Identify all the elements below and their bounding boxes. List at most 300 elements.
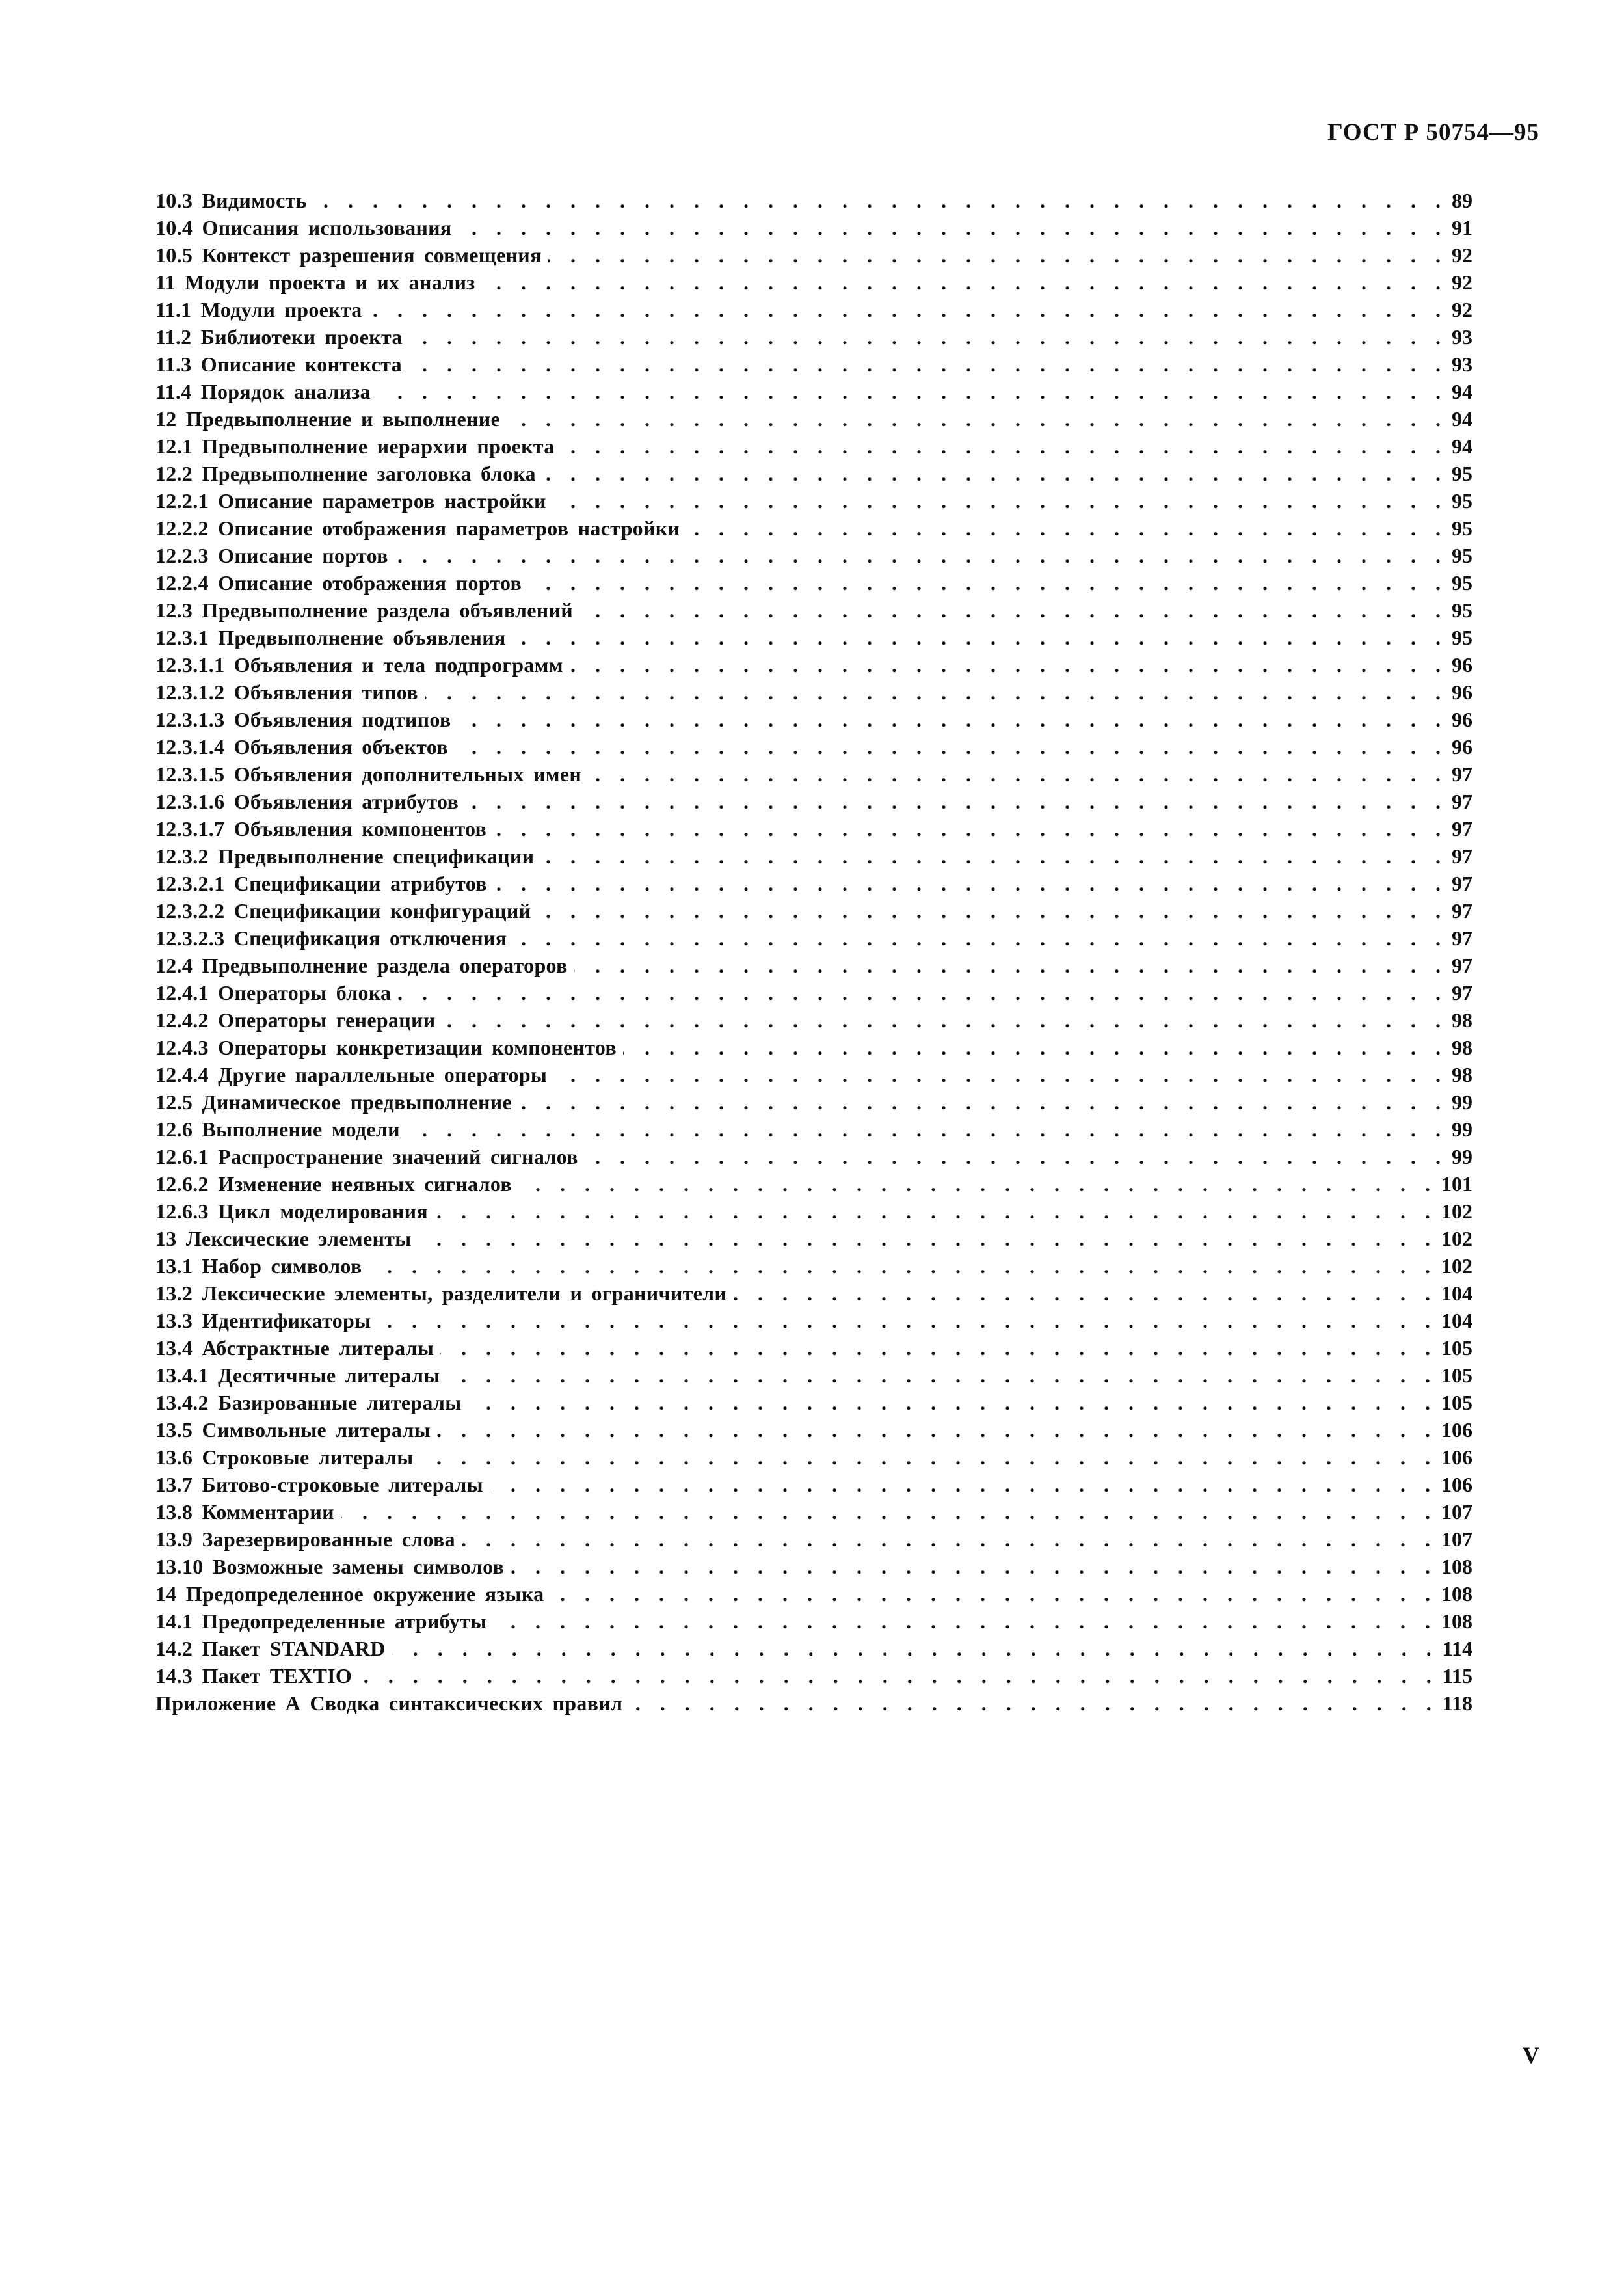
toc-entry-number: 12.3.1	[155, 626, 209, 649]
toc-entry-label	[155, 1527, 455, 1552]
toc-entry-label	[155, 1309, 371, 1333]
toc-dot-leader	[462, 1527, 1437, 1552]
toc-entry-number: 11.3	[155, 353, 192, 376]
toc-entry-title: Контекст разрешения совмещения	[202, 243, 542, 267]
toc-entry-title: Предвыполнение объявления	[218, 626, 506, 649]
toc-entry-label	[155, 571, 522, 595]
toc-entry-page: 105	[1441, 1391, 1472, 1414]
toc-entry-title: Десятичные литералы	[218, 1364, 440, 1387]
toc-entry-page: 97	[1452, 981, 1472, 1004]
toc-dot-leader	[553, 1063, 1448, 1087]
toc-entry-title: Описание контекста	[200, 353, 402, 376]
toc-entry-page: 92	[1452, 298, 1472, 321]
toc-dot-leader	[440, 1336, 1437, 1360]
toc-dot-leader	[561, 435, 1448, 459]
toc-entry-title: Объявления дополнительных имен	[233, 762, 582, 786]
toc-entry-page: 115	[1442, 1664, 1472, 1688]
toc-entry[interactable]	[155, 1691, 1472, 1719]
toc-entry-label	[155, 1200, 428, 1224]
toc-entry[interactable]	[155, 1418, 1472, 1446]
toc-entry-title: Объявления компонентов	[233, 817, 487, 840]
table-of-contents	[155, 189, 1472, 1719]
toc-dot-leader	[588, 762, 1448, 787]
toc-entry-page: 95	[1452, 489, 1472, 513]
toc-entry[interactable]	[155, 1582, 1472, 1609]
toc-entry[interactable]	[155, 1609, 1472, 1637]
toc-entry-number: 12.3.1.2	[155, 680, 225, 704]
toc-entry-label	[155, 380, 371, 404]
toc-entry-title: Предвыполнение раздела операторов	[202, 954, 568, 977]
toc-entry-number: 12.1	[155, 435, 193, 458]
toc-dot-leader	[585, 1145, 1448, 1169]
toc-entry-title: Модули проекта	[200, 298, 362, 321]
toc-entry[interactable]	[155, 1008, 1472, 1036]
toc-dot-leader	[408, 353, 1448, 377]
toc-entry-label	[155, 899, 531, 923]
toc-entry[interactable]	[155, 1527, 1472, 1555]
toc-entry-number: 12.4.1	[155, 981, 209, 1004]
toc-entry-page: 108	[1441, 1582, 1472, 1606]
toc-entry-title: Изменение неявных сигналов	[218, 1172, 512, 1196]
toc-entry-number: 14.3	[155, 1664, 193, 1688]
toc-entry-title: Набор символов	[202, 1254, 362, 1278]
toc-entry-number: 12.3.2.1	[155, 872, 225, 895]
toc-entry-label	[155, 598, 573, 623]
toc-entry-number: 12.3.1.1	[155, 653, 225, 677]
toc-entry[interactable]	[155, 1664, 1472, 1691]
toc-entry-label	[155, 680, 418, 705]
toc-entry-label	[155, 243, 542, 267]
toc-entry-page: 95	[1452, 517, 1472, 540]
toc-entry-label	[155, 1036, 617, 1060]
toc-entry[interactable]	[155, 1063, 1472, 1090]
toc-entry-label	[155, 435, 555, 459]
toc-entry-page: 97	[1452, 954, 1472, 977]
toc-dot-leader	[377, 1309, 1437, 1333]
toc-dot-leader	[425, 680, 1448, 705]
toc-entry-number: 13.9	[155, 1527, 193, 1551]
toc-entry-label	[155, 1282, 726, 1306]
toc-entry-label	[155, 1418, 431, 1442]
toc-entry-title: Символьные литералы	[202, 1418, 431, 1442]
toc-entry-page: 97	[1452, 899, 1472, 922]
toc-entry-page: 107	[1441, 1527, 1472, 1551]
toc-dot-leader	[512, 626, 1448, 650]
toc-entry-title: Другие параллельные операторы	[218, 1063, 548, 1086]
toc-entry-label	[155, 1336, 434, 1360]
toc-entry-title: Пакет TEXTIO	[202, 1664, 353, 1688]
toc-entry-page: 97	[1452, 844, 1472, 868]
toc-entry-label	[155, 271, 475, 295]
toc-entry[interactable]	[155, 325, 1472, 353]
toc-dot-leader	[358, 1664, 1439, 1688]
toc-dot-leader	[507, 407, 1448, 431]
toc-dot-leader	[409, 325, 1448, 349]
toc-dot-leader	[686, 517, 1448, 541]
toc-dot-leader	[493, 1609, 1437, 1634]
toc-entry-title: Объявления объектов	[233, 735, 448, 759]
toc-entry-page: 106	[1441, 1418, 1472, 1442]
toc-entry-number: 12.2.1	[155, 489, 209, 513]
toc-entry-page: 97	[1452, 817, 1472, 840]
toc-entry-page: 93	[1452, 325, 1472, 349]
toc-entry-title: Комментарии	[202, 1500, 334, 1524]
toc-entry-page: 93	[1452, 353, 1472, 376]
toc-entry[interactable]	[155, 1391, 1472, 1418]
toc-entry-title: Предвыполнение раздела объявлений	[202, 598, 573, 622]
toc-entry-title: Операторы блока	[218, 981, 392, 1004]
toc-entry[interactable]	[155, 407, 1472, 435]
toc-entry[interactable]	[155, 1145, 1472, 1172]
toc-entry-number: 13.5	[155, 1418, 193, 1442]
toc-entry[interactable]	[155, 680, 1472, 708]
toc-entry-label	[155, 872, 487, 896]
toc-entry[interactable]	[155, 981, 1472, 1008]
toc-dot-leader	[511, 1555, 1437, 1579]
toc-entry-number: 12	[155, 407, 177, 431]
toc-entry-page: 106	[1441, 1473, 1472, 1496]
toc-entry-label	[155, 1118, 400, 1142]
toc-dot-leader	[570, 653, 1448, 677]
toc-entry[interactable]	[155, 271, 1472, 298]
toc-entry[interactable]	[155, 1282, 1472, 1309]
toc-entry-label	[155, 489, 546, 513]
toc-entry-number: 12.6.1	[155, 1145, 209, 1168]
toc-entry-page: 89	[1452, 189, 1472, 212]
toc-entry-label	[155, 1008, 435, 1032]
toc-entry-page: 98	[1452, 1008, 1472, 1032]
toc-entry[interactable]	[155, 1118, 1472, 1145]
toc-entry-label	[155, 926, 507, 950]
toc-entry-page: 97	[1452, 872, 1472, 895]
toc-entry-page: 99	[1452, 1118, 1472, 1141]
toc-entry-title: Предвыполнение иерархии проекта	[202, 435, 555, 458]
toc-entry-label	[155, 790, 459, 814]
toc-entry[interactable]	[155, 462, 1472, 489]
toc-entry-number: 12.6.3	[155, 1200, 209, 1223]
toc-entry[interactable]	[155, 926, 1472, 954]
toc-dot-leader	[369, 298, 1448, 322]
toc-dot-leader	[442, 1008, 1448, 1032]
toc-entry-page: 104	[1441, 1309, 1472, 1332]
toc-entry[interactable]	[155, 1090, 1472, 1118]
toc-entry-number: 12.2.4	[155, 571, 209, 595]
toc-entry-title: Объявления типов	[233, 680, 418, 704]
toc-entry-title: Идентификаторы	[202, 1309, 371, 1332]
document-header-code: ГОСТ Р 50754—95	[1327, 119, 1539, 146]
toc-entry-number: 14.2	[155, 1637, 193, 1660]
toc-entry[interactable]	[155, 489, 1472, 517]
toc-entry-title: Видимость	[202, 189, 307, 212]
toc-entry-label	[155, 407, 500, 431]
toc-entry-label	[155, 1637, 386, 1661]
toc-entry-title: Спецификации атрибутов	[233, 872, 487, 895]
toc-entry-label	[155, 954, 568, 978]
toc-entry[interactable]	[155, 1227, 1472, 1254]
toc-entry[interactable]	[155, 1473, 1472, 1500]
toc-entry-page: 108	[1441, 1555, 1472, 1578]
toc-entry-page: 95	[1452, 571, 1472, 595]
toc-dot-leader	[579, 598, 1448, 623]
toc-entry-page: 96	[1452, 653, 1472, 677]
toc-entry-number: 10.3	[155, 189, 193, 212]
toc-entry[interactable]	[155, 1172, 1472, 1200]
toc-entry-title: Объявления подтипов	[233, 708, 451, 731]
toc-entry-page: 105	[1441, 1336, 1472, 1360]
toc-entry-title: Спецификации конфигураций	[233, 899, 531, 922]
toc-entry-label	[155, 1090, 512, 1114]
toc-entry[interactable]	[155, 1637, 1472, 1664]
toc-dot-leader	[550, 1582, 1437, 1606]
toc-entry-page: 95	[1452, 598, 1472, 622]
toc-entry-label	[155, 981, 391, 1005]
toc-entry-label	[155, 298, 362, 322]
toc-entry[interactable]	[155, 1446, 1472, 1473]
toc-entry-title: Предопределенные атрибуты	[202, 1609, 487, 1633]
toc-dot-leader	[418, 1227, 1438, 1251]
toc-entry-title: Описание портов	[218, 544, 388, 567]
toc-entry-label	[155, 1446, 414, 1470]
toc-entry-page: 92	[1452, 243, 1472, 267]
toc-entry-number: 13.8	[155, 1500, 193, 1524]
toc-entry-page: 101	[1441, 1172, 1472, 1196]
toc-entry-title: Предопределенное окружение языка	[185, 1582, 544, 1606]
toc-entry-page: 98	[1452, 1036, 1472, 1059]
toc-dot-leader	[540, 844, 1448, 868]
toc-dot-leader	[494, 872, 1448, 896]
toc-entry-title: Лексические элементы, разделители и ограничители	[202, 1282, 727, 1305]
toc-dot-leader	[542, 462, 1448, 486]
toc-entry[interactable]	[155, 435, 1472, 462]
toc-dot-leader	[623, 1036, 1448, 1060]
toc-entry-page: 92	[1452, 271, 1472, 294]
toc-entry-page: 99	[1452, 1090, 1472, 1114]
toc-entry-label	[155, 1254, 362, 1278]
toc-entry-number: 13.6	[155, 1446, 193, 1469]
toc-entry-page: 95	[1452, 626, 1472, 649]
toc-entry-page: 94	[1452, 380, 1472, 403]
toc-entry-page: 95	[1452, 544, 1472, 567]
toc-entry-label	[155, 462, 536, 486]
toc-entry-title: Описание отображения портов	[218, 571, 522, 595]
toc-entry-number: 12.3.2.3	[155, 926, 225, 950]
toc-entry-title: Предвыполнение спецификации	[218, 844, 535, 868]
toc-entry[interactable]	[155, 1336, 1472, 1364]
toc-entry-number: 12.2	[155, 462, 193, 485]
toc-entry-number: 12.6.2	[155, 1172, 209, 1196]
toc-entry-title: Сводка синтаксических правил	[310, 1691, 623, 1715]
toc-entry-label	[155, 1691, 622, 1715]
toc-entry-number: 12.4	[155, 954, 193, 977]
toc-entry-title: Зарезервированные слова	[202, 1527, 455, 1551]
toc-dot-leader	[377, 380, 1448, 404]
toc-entry-number: 13.1	[155, 1254, 193, 1278]
toc-entry-title: Описание отображения параметров настройки	[218, 517, 680, 540]
toc-entry-number: 13.10	[155, 1555, 204, 1578]
toc-entry-label	[155, 817, 486, 841]
toc-entry[interactable]	[155, 1200, 1472, 1227]
toc-dot-leader	[518, 1090, 1448, 1114]
toc-entry-page: 118	[1442, 1691, 1472, 1715]
toc-entry-title: Распространение значений сигналов	[218, 1145, 578, 1168]
toc-entry[interactable]	[155, 653, 1472, 680]
toc-entry[interactable]	[155, 626, 1472, 653]
toc-entry-label	[155, 1364, 440, 1388]
toc-entry-number: 12.3.1.7	[155, 817, 225, 840]
toc-entry-page: 99	[1452, 1145, 1472, 1168]
toc-entry-number: 13.4.1	[155, 1364, 209, 1387]
toc-entry-page: 96	[1452, 735, 1472, 759]
toc-entry[interactable]	[155, 1254, 1472, 1282]
toc-entry-label	[155, 1582, 544, 1606]
toc-entry-number: 12.3.1.6	[155, 790, 225, 813]
toc-entry[interactable]	[155, 899, 1472, 926]
toc-entry-label	[155, 626, 506, 650]
toc-entry-title: Предвыполнение заголовка блока	[202, 462, 536, 485]
toc-entry-title: Операторы конкретизации компонентов	[218, 1036, 617, 1059]
toc-entry-label	[155, 544, 388, 568]
toc-entry-title: Цикл моделирования	[218, 1200, 428, 1223]
toc-dot-leader	[537, 899, 1448, 923]
toc-entry-label	[155, 1145, 578, 1169]
toc-entry-number: 11	[155, 271, 176, 294]
toc-dot-leader	[513, 926, 1448, 950]
toc-entry-label	[155, 517, 680, 541]
toc-entry-number: 11.1	[155, 298, 192, 321]
toc-entry-page: 107	[1441, 1500, 1472, 1524]
toc-dot-leader	[518, 1172, 1437, 1196]
toc-entry-page: 108	[1441, 1609, 1472, 1633]
toc-dot-leader	[481, 271, 1448, 295]
toc-entry-page: 102	[1441, 1200, 1472, 1223]
toc-entry-number: 11.4	[155, 380, 192, 403]
toc-entry-title: Абстрактные литералы	[202, 1336, 434, 1360]
toc-entry-title: Порядок анализа	[200, 380, 371, 403]
toc-dot-leader	[548, 243, 1448, 267]
toc-entry-number: 10.4	[155, 216, 193, 239]
toc-entry-title: Описания использования	[202, 216, 452, 239]
toc-entry-number: 13.7	[155, 1473, 193, 1496]
toc-entry-number: 13.4	[155, 1336, 193, 1360]
toc-entry[interactable]	[155, 298, 1472, 325]
toc-entry-title: Пакет STANDARD	[202, 1637, 386, 1660]
toc-dot-leader	[447, 1364, 1438, 1388]
toc-entry[interactable]	[155, 544, 1472, 571]
toc-entry[interactable]	[155, 571, 1472, 598]
toc-entry-title: Описание параметров настройки	[218, 489, 546, 513]
toc-entry[interactable]	[155, 954, 1472, 981]
toc-dot-leader	[420, 1446, 1437, 1470]
toc-entry-title: Базированные литералы	[218, 1391, 462, 1414]
toc-entry-number: 12.2.3	[155, 544, 209, 567]
toc-entry-number: 12.4.3	[155, 1036, 209, 1059]
toc-entry-label	[155, 1473, 483, 1497]
toc-entry[interactable]	[155, 1555, 1472, 1582]
toc-entry-label	[155, 216, 452, 240]
toc-entry-number: 12.3.1.3	[155, 708, 225, 731]
toc-entry[interactable]	[155, 708, 1472, 735]
toc-entry[interactable]	[155, 844, 1472, 872]
toc-entry-title: Лексические элементы	[185, 1227, 412, 1250]
toc-dot-leader	[455, 735, 1448, 759]
toc-entry[interactable]	[155, 790, 1472, 817]
toc-dot-leader	[406, 1118, 1448, 1142]
toc-entry-page: 97	[1452, 790, 1472, 813]
toc-entry-page: 97	[1452, 762, 1472, 786]
toc-entry-number: 12.3.1.4	[155, 735, 225, 759]
toc-entry[interactable]	[155, 1309, 1472, 1336]
toc-entry-number: 12.3.2.2	[155, 899, 225, 922]
toc-dot-leader	[341, 1500, 1437, 1524]
toc-entry[interactable]	[155, 353, 1472, 380]
toc-dot-leader	[395, 544, 1448, 568]
toc-entry-title: Битово-строковые литералы	[202, 1473, 483, 1496]
toc-entry-label	[155, 189, 307, 213]
toc-entry-page: 102	[1441, 1227, 1472, 1250]
toc-entry-title: Объявления атрибутов	[233, 790, 459, 813]
toc-entry[interactable]	[155, 216, 1472, 243]
toc-entry-number: 12.4.2	[155, 1008, 209, 1032]
toc-entry[interactable]	[155, 517, 1472, 544]
toc-entry-label	[155, 1063, 547, 1087]
toc-dot-leader	[490, 1473, 1437, 1497]
toc-dot-leader	[397, 981, 1448, 1005]
toc-entry-page: 91	[1452, 216, 1472, 239]
toc-entry[interactable]	[155, 380, 1472, 407]
toc-dot-leader	[392, 1637, 1439, 1661]
toc-entry-number: 12.3	[155, 598, 193, 622]
toc-entry-number: 13.4.2	[155, 1391, 209, 1414]
toc-entry-title: Динамическое предвыполнение	[202, 1090, 512, 1114]
toc-entry[interactable]	[155, 817, 1472, 844]
toc-entry-number: 14.1	[155, 1609, 193, 1633]
toc-entry-title: Объявления и тела подпрограмм	[233, 653, 563, 677]
toc-entry-number: 14	[155, 1582, 177, 1606]
toc-dot-leader	[528, 571, 1448, 595]
toc-entry-title: Операторы генерации	[218, 1008, 436, 1032]
toc-dot-leader	[369, 1254, 1438, 1278]
toc-entry[interactable]	[155, 735, 1472, 762]
toc-entry-label	[155, 1391, 462, 1415]
toc-dot-leader	[553, 489, 1448, 513]
toc-entry-page: 97	[1452, 926, 1472, 950]
toc-entry-page: 114	[1442, 1637, 1472, 1660]
page-number: V	[1523, 2042, 1539, 2068]
toc-entry[interactable]	[155, 1036, 1472, 1063]
toc-entry-label	[155, 1227, 412, 1251]
toc-entry-label	[155, 1172, 512, 1196]
toc-entry-label	[155, 708, 451, 732]
toc-entry[interactable]	[155, 189, 1472, 216]
toc-entry[interactable]	[155, 762, 1472, 790]
toc-entry[interactable]	[155, 243, 1472, 271]
toc-entry-label	[155, 1664, 352, 1688]
toc-entry-number: 12.3.1.5	[155, 762, 225, 786]
toc-entry-number: Приложение А	[155, 1691, 301, 1715]
toc-entry[interactable]	[155, 872, 1472, 899]
toc-entry-number: 12.5	[155, 1090, 193, 1114]
toc-entry-title: Модули проекта и их анализ	[185, 271, 475, 294]
toc-entry-number: 13.3	[155, 1309, 193, 1332]
toc-entry[interactable]	[155, 598, 1472, 626]
toc-entry-page: 96	[1452, 708, 1472, 731]
toc-entry-label	[155, 653, 563, 677]
toc-entry[interactable]	[155, 1364, 1472, 1391]
toc-entry-label	[155, 762, 581, 787]
toc-entry-number: 12.4.4	[155, 1063, 209, 1086]
toc-entry-number: 13	[155, 1227, 177, 1250]
toc-entry[interactable]	[155, 1500, 1472, 1527]
